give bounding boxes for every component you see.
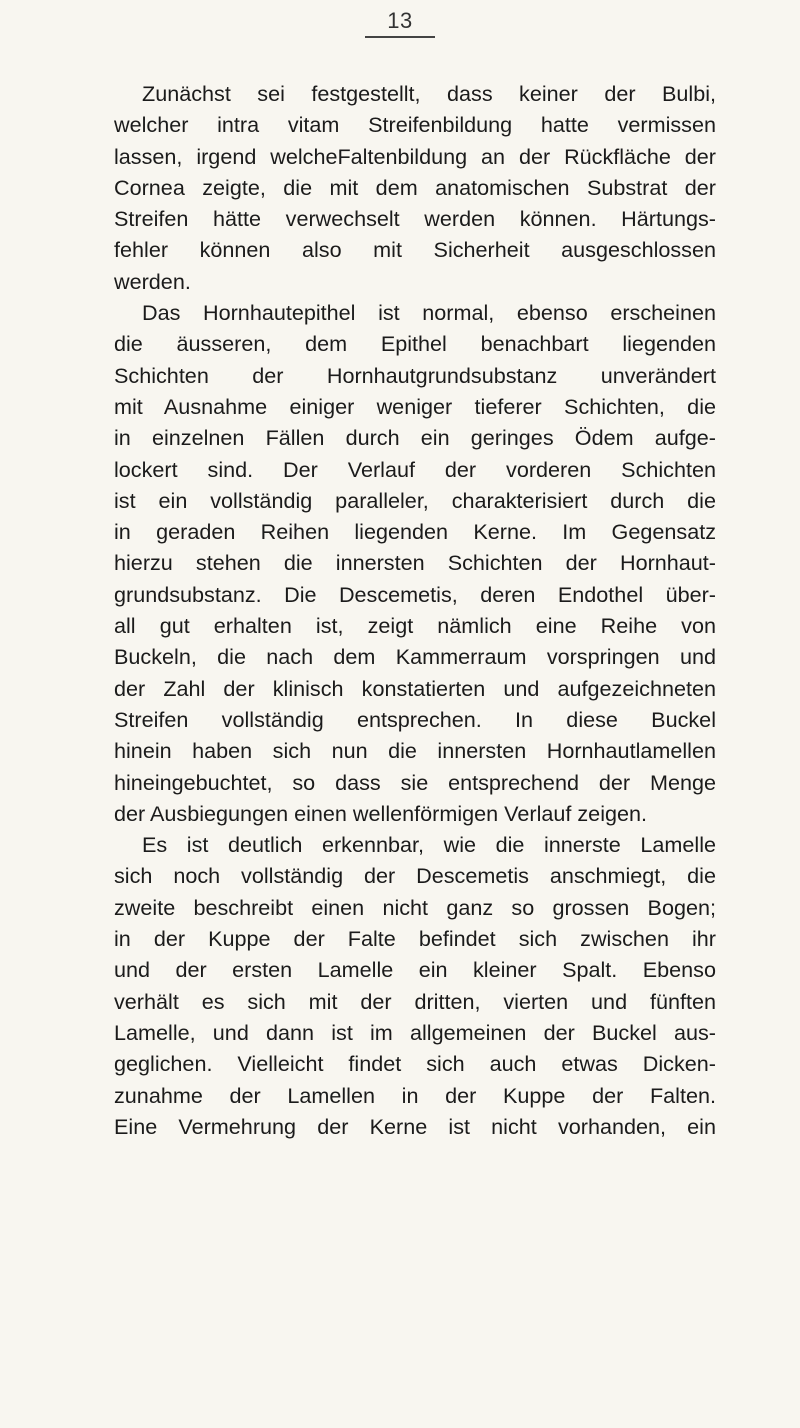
text-line: in einzelnen Fällen durch ein geringes Ödem aufge- (114, 425, 716, 451)
text-line: fehler können also mit Sicherheit ausgeschlossen (114, 237, 716, 263)
text-line: zunahme der Lamellen in der Kuppe der Falten. (114, 1082, 716, 1108)
text-line: Es ist deutlich erkennbar, wie die innerste Lamelle (142, 832, 716, 858)
text-line: hineingebuchtet, so dass sie entsprechend der Menge (114, 769, 716, 795)
text-line: Cornea zeigte, die mit dem anatomischen Substrat der (114, 174, 716, 200)
text-line: verhält es sich mit der dritten, vierten und fünften (114, 988, 716, 1014)
text-line: geglichen. Vielleicht findet sich auch etwas Dicken- (114, 1051, 716, 1077)
text-line: der Ausbiegungen einen wellenförmigen Verlauf zeigen. (114, 800, 648, 826)
text-line: Zunächst sei festgestellt, dass keiner der Bulbi, (142, 81, 716, 106)
text-line: Lamelle, und dann ist im allgemeinen der Buckel aus- (114, 1019, 716, 1045)
text-line: hinein haben sich nun die innersten Hornhautlamellen (114, 738, 716, 764)
text-line: Das Hornhautepithel ist normal, ebenso erscheinen (142, 300, 716, 326)
text-line: und der ersten Lamelle ein kleiner Spalt. Ebenso (114, 957, 716, 983)
text-line: ist ein vollständig paralleler, charakterisiert durch die (114, 487, 716, 513)
text-line: in geraden Reihen liegenden Kerne. Im Gegensatz (114, 519, 716, 545)
text-line: grundsubstanz. Die Descemetis, deren Endothel über- (114, 581, 716, 607)
text-line: Eine Vermehrung der Kerne ist nicht vorhanden, ein (114, 1113, 716, 1139)
text-line: mit Ausnahme einiger weniger tieferer Schichten, die (114, 393, 716, 419)
text-line: Streifen hätte verwechselt werden können. Härtungs- (114, 206, 716, 232)
text-line: welcher intra vitam Streifenbildung hatte vermissen (114, 112, 716, 138)
header-rule (365, 36, 435, 38)
text-line: all gut erhalten ist, zeigt nämlich eine Reihe von (114, 613, 716, 639)
text-line: Streifen vollständig entsprechen. In diese Buckel (114, 706, 716, 732)
text-line: lockert sind. Der Verlauf der vorderen Schichten (114, 456, 716, 482)
text-line: Schichten der Hornhautgrundsubstanz unverändert (114, 362, 716, 388)
page-number: 13 (387, 8, 413, 33)
body-text (114, 78, 716, 1142)
text-line: sich noch vollständig der Descemetis anschmiegt, die (114, 863, 716, 889)
text-line: Buckeln, die nach dem Kammerraum vorspringen und (114, 644, 716, 670)
text-line: hierzu stehen die innersten Schichten der Hornhaut- (114, 550, 716, 576)
text-line: die äusseren, dem Epithel benachbart liegenden (114, 331, 716, 357)
text-line: lassen, irgend welcheFaltenbildung an der Rückfläche der (114, 143, 716, 169)
text-line: werden. (114, 268, 191, 294)
text-line: zweite beschreibt einen nicht ganz so grossen Bogen; (114, 894, 716, 920)
text-line: in der Kuppe der Falte befindet sich zwischen ihr (114, 926, 716, 952)
text-line: der Zahl der klinisch konstatierten und aufgezeichneten (114, 675, 716, 701)
